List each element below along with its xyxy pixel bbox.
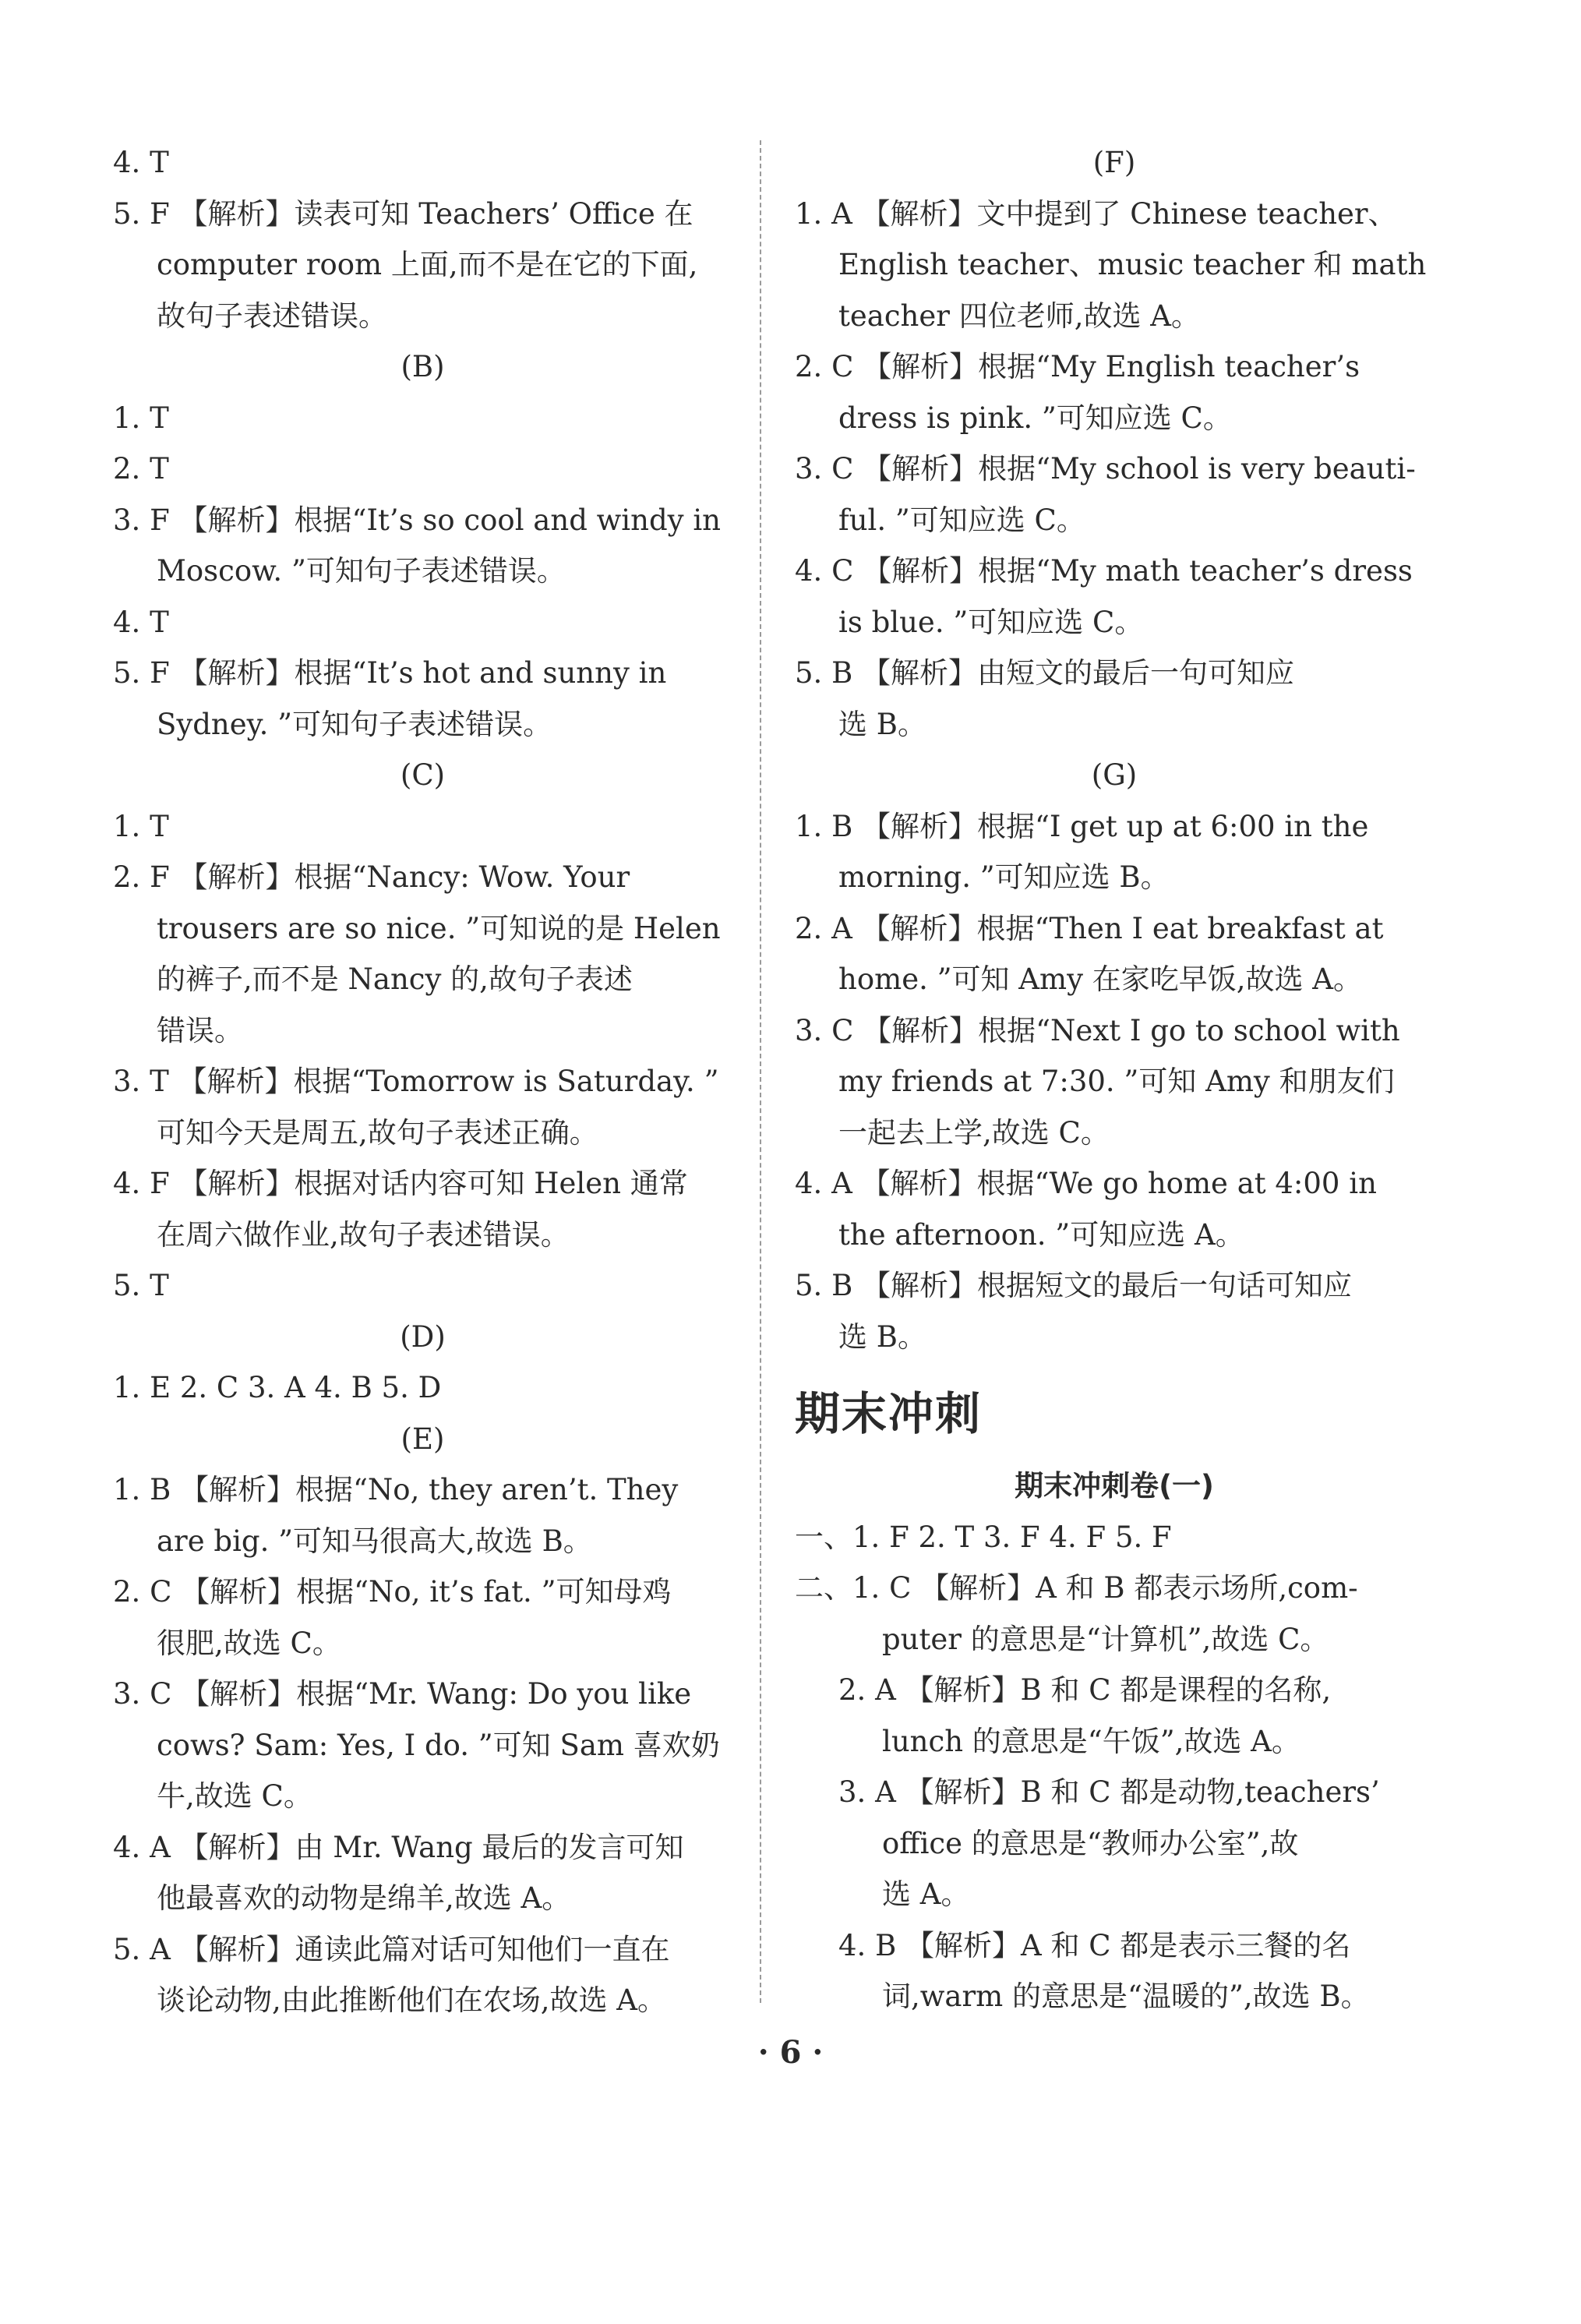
answer-line: 可知今天是周五,故句子表述正确。 [157,1115,598,1150]
answer-line: 一、1. F 2. T 3. F 4. F 5. F [795,1520,1172,1554]
answer-line: lunch 的意思是“午饭”,故选 A。 [882,1724,1300,1758]
answer-line: 很肥,故选 C。 [157,1626,341,1660]
answer-line: teacher 四位老师,故选 A。 [838,298,1200,333]
answer-line: 牛,故选 C。 [157,1779,312,1813]
answer-line: 1. B 【解析】根据“I get up at 6:00 in the [795,809,1369,843]
answer-line: 选 B。 [838,1319,926,1354]
answer-line: 3. C 【解析】根据“Next I go to school with [795,1013,1400,1047]
answer-line: trousers are so nice. ”可知说的是 Helen [157,911,721,945]
answer-line: 4. A 【解析】根据“We go home at 4:00 in [795,1167,1377,1200]
answer-line: 1. T [113,401,169,435]
answer-line: Moscow. ”可知句子表述错误。 [157,554,566,588]
section-label: (B) [401,350,445,383]
answer-line: 4. A 【解析】由 Mr. Wang 最后的发言可知 [113,1830,684,1864]
answer-line: 一起去上学,故选 C。 [838,1115,1110,1150]
answer-line: 谈论动物,由此推断他们在农场,故选 A。 [157,1983,667,2017]
answer-line: 3. C 【解析】根据“My school is very beauti- [795,452,1416,486]
answer-line: 5. B 【解析】根据短文的最后一句话可知应 [795,1269,1353,1302]
section-label: (F) [1092,146,1136,179]
answer-line: 4. T [113,605,169,639]
left-column [113,137,732,2026]
answer-line: 2. T [113,452,169,486]
answer-line: 1. E 2. C 3. A 4. B 5. D [113,1371,442,1404]
answer-line: ful. ”可知应选 C。 [838,503,1085,537]
answer-line: 2. C 【解析】根据“No, it’s fat. ”可知母鸡 [113,1575,672,1609]
section-label: (C) [400,758,446,792]
answer-line: morning. ”可知应选 B。 [838,860,1170,894]
answer-line: 2. A 【解析】根据“Then I eat breakfast at [795,911,1384,945]
answer-line: is blue. ”可知应选 C。 [838,605,1144,639]
right-column [795,137,1434,2022]
answer-line: 故句子表述错误。 [157,298,387,333]
answer-line: 2. C 【解析】根据“My English teacher’s [795,350,1360,383]
page-number: · 6 · [757,2034,824,2071]
answer-line: home. ”可知 Amy 在家吃早饭,故选 A。 [838,962,1362,996]
section-label: (D) [400,1319,446,1354]
column-divider [760,140,761,2003]
answer-line: 5. F 【解析】读表可知 Teachers’ Office 在 [113,196,693,231]
answer-line: 选 B。 [838,707,926,741]
answer-line: dress is pink. ”可知应选 C。 [838,401,1232,435]
answer-line: 2. A 【解析】B 和 C 都是课程的名称, [838,1673,1332,1707]
answer-line: 1. A 【解析】文中提到了 Chinese teacher、 [795,196,1397,231]
answer-line: 在周六做作业,故句子表述错误。 [157,1217,570,1252]
answer-line: 5. B 【解析】由短文的最后一句可知应 [795,656,1295,690]
exam-subtitle: 期末冲刺卷(一) [1015,1469,1214,1503]
answer-line: 3. C 【解析】根据“Mr. Wang: Do you like [113,1677,692,1711]
answer-line: cows? Sam: Yes, I do. ”可知 Sam 喜欢奶 [157,1728,720,1762]
answer-line: 的裤子,而不是 Nancy 的,故句子表述 [157,962,633,996]
answer-line: 3. A 【解析】B 和 C 都是动物,teachers’ [838,1775,1380,1809]
answer-line: the afternoon. ”可知应选 A。 [838,1217,1244,1252]
right-column-answers [795,137,1434,1362]
answer-line: 选 A。 [882,1877,970,1911]
answer-line: 4. C 【解析】根据“My math teacher’s dress [795,554,1413,588]
answer-line: 5. A 【解析】通读此篇对话可知他们一直在 [113,1932,670,1966]
answer-line: English teacher、music teacher 和 math [838,248,1427,281]
answer-line: office 的意思是“教师办公室”,故 [882,1826,1299,1860]
answer-line: Sydney. ”可知句子表述错误。 [157,707,552,741]
answer-line: 3. F 【解析】根据“It’s so cool and windy in [113,503,721,537]
answer-line: 5. F 【解析】根据“It’s hot and sunny in [113,656,667,690]
answer-line: 3. T 【解析】根据“Tomorrow is Saturday. ” [113,1065,719,1098]
answer-line: 2. F 【解析】根据“Nancy: Wow. Your [113,860,630,894]
answer-line: my friends at 7:30. ”可知 Amy 和朋友们 [838,1065,1395,1098]
section-title: 期末冲刺 [795,1387,983,1440]
exam-answers [795,1512,1434,2022]
section-label: (E) [401,1422,445,1456]
answer-line: puter 的意思是“计算机”,故选 C。 [882,1622,1329,1656]
answer-line: 错误。 [157,1013,243,1047]
answer-line: computer room 上面,而不是在它的下面, [157,248,698,281]
answer-line: 4. T [113,146,169,179]
answer-line: 二、1. C 【解析】A 和 B 都表示场所,com- [795,1571,1358,1605]
answer-line: 1. T [113,809,169,843]
answer-line: 1. B 【解析】根据“No, they aren’t. They [113,1473,679,1506]
answer-line: 词,warm 的意思是“温暖的”,故选 B。 [882,1980,1370,2013]
answer-line: are big. ”可知马很高大,故选 B。 [157,1524,592,1558]
answer-line: 他最喜欢的动物是绵羊,故选 A。 [157,1881,571,1915]
answer-line: 5. T [113,1269,169,1302]
answer-line: 4. B 【解析】A 和 C 都是表示三餐的名 [838,1928,1351,1962]
answer-line: 4. F 【解析】根据对话内容可知 Helen 通常 [113,1167,688,1200]
section-label: (G) [1091,758,1138,792]
